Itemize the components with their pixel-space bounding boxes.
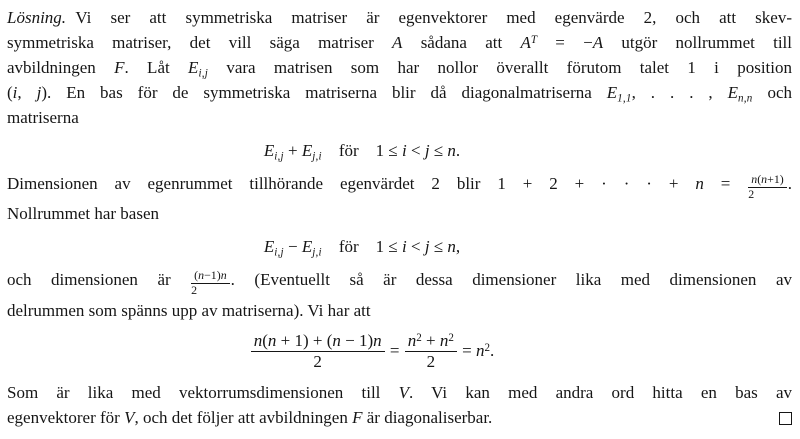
- text-run: och: [752, 83, 792, 102]
- text-run: (: [7, 83, 13, 102]
- math-var: i: [12, 83, 18, 102]
- text-run: . Vi kan med andra ord hitta en bas av: [409, 382, 793, 402]
- solution-paragraph-line: [7, 380, 792, 405]
- text-run: vara matrisen som har nollor överallt förutom talet 1 i position: [208, 58, 793, 77]
- text-run: . Låt: [124, 58, 189, 77]
- text-run: ≤: [429, 237, 448, 257]
- text-run: =: [457, 340, 476, 360]
- text-run: + 1) + (: [276, 330, 333, 350]
- text-run: och dimensionen är: [7, 270, 191, 290]
- text-run: Nollrummet har basen: [7, 204, 160, 224]
- math-superscript: 2: [416, 331, 422, 344]
- text-run: .: [455, 141, 461, 160]
- math-var: n: [373, 330, 382, 350]
- math-fraction: [748, 173, 787, 201]
- text-run: =: [703, 174, 748, 193]
- solution-paragraph-line: [7, 30, 792, 55]
- math-var: j: [424, 237, 430, 257]
- math-var: F: [352, 407, 363, 427]
- text-run: 2: [313, 351, 322, 371]
- math-var: A: [392, 33, 403, 52]
- text-run: egenvektorer för: [7, 407, 125, 427]
- math-var: j: [36, 83, 42, 102]
- text-run: .: [490, 340, 495, 360]
- text-run: ,: [17, 83, 37, 102]
- solution-paragraph-line: [7, 105, 792, 130]
- text-run: ). En bas för de symmetriska matriserna blir då diagonalmatriserna: [41, 83, 607, 102]
- text-run: = −: [537, 33, 593, 52]
- solution-closing-line: [7, 405, 792, 430]
- text-run: , . . . ,: [631, 83, 728, 102]
- text-run: −1): [204, 268, 221, 283]
- math-var: F: [114, 58, 125, 77]
- math-superscript: 2: [448, 331, 454, 344]
- text-run: 1 ≤: [375, 141, 403, 160]
- text-run: 2: [748, 186, 755, 201]
- text-run: 1 ≤: [375, 237, 403, 257]
- text-run: Som är lika med vektorrumsdimensionen till: [7, 382, 399, 402]
- math-var: E: [188, 58, 199, 77]
- math-var: E: [263, 141, 275, 160]
- text-run: ,: [455, 237, 461, 257]
- text-run: , och det följer att avbildningen: [134, 407, 353, 427]
- math-var: n: [761, 172, 768, 187]
- math-var: E: [606, 83, 618, 102]
- math-var: n: [407, 330, 417, 350]
- text-run: (: [757, 172, 762, 187]
- math-var: A: [520, 33, 531, 52]
- text-run: (: [194, 268, 199, 283]
- text-run: för: [338, 141, 359, 160]
- text-run: 2: [191, 283, 198, 298]
- math-superscript: 2: [484, 341, 491, 354]
- math-var: E: [301, 141, 313, 160]
- math-var: V: [398, 382, 409, 402]
- math-subscript: j,i: [312, 150, 322, 163]
- math-var: n: [439, 330, 449, 350]
- math-var: n: [253, 330, 263, 350]
- text-run: <: [406, 237, 425, 257]
- math-var: n: [198, 268, 205, 283]
- display-equation-basis-nullspace: [7, 234, 717, 259]
- solution-paragraph-line: [7, 55, 792, 80]
- qed-box: [779, 412, 792, 425]
- text-run: ≤: [429, 141, 448, 160]
- math-var: E: [263, 237, 275, 257]
- solution-paragraph-line: [7, 267, 792, 297]
- math-var: n: [695, 174, 704, 193]
- math-subscript: i,j: [274, 246, 284, 259]
- text-run: =: [385, 340, 404, 360]
- solution-paragraph-line: [7, 5, 792, 30]
- text-run: <: [406, 141, 425, 160]
- text-run: +: [283, 141, 302, 160]
- math-var: V: [124, 407, 135, 427]
- math-var: n: [751, 172, 758, 187]
- text-run: +: [421, 330, 440, 350]
- closing-line-text: [7, 408, 492, 427]
- solution-paragraph-line: [7, 201, 792, 226]
- text-run: symmetriska matriser, det vill säga matriser: [7, 33, 393, 52]
- math-var: n: [267, 330, 277, 350]
- text-run: för: [338, 237, 359, 257]
- text-run: är diagonaliserbar.: [362, 407, 493, 427]
- text-run: Dimensionen av egenrummet tillhörande egenvärdet 2 blir 1 + 2 + · · · +: [7, 174, 696, 193]
- math-fraction: [405, 332, 457, 371]
- math-var: n: [475, 340, 485, 360]
- math-var: n: [447, 237, 456, 257]
- text-run: . (Eventuellt så är dessa dimensioner lika med dimensionen av: [230, 270, 792, 290]
- text-run: 2: [426, 351, 436, 371]
- text-run: − 1): [340, 330, 374, 350]
- math-superscript: T: [530, 34, 538, 47]
- solution-paragraph-line: [7, 80, 792, 105]
- display-equation-dimension-sum: [7, 332, 737, 371]
- math-var: Lösning.: [7, 8, 67, 27]
- text-run: .: [787, 174, 792, 193]
- math-var: j: [424, 141, 430, 160]
- solution-paragraph-line: [7, 171, 792, 201]
- math-var: A: [592, 33, 604, 52]
- text-run: delrummen som spänns upp av matriserna). Vi har att: [7, 300, 371, 320]
- text-run: utgör nollrummet till: [603, 33, 792, 52]
- math-subscript: i,j: [198, 67, 209, 80]
- math-subscript: 1,1: [617, 92, 632, 105]
- math-subscript: n,n: [738, 92, 753, 105]
- math-var: n: [447, 141, 456, 160]
- display-equation-basis-symmetric: [7, 138, 717, 163]
- math-var: i: [402, 141, 407, 160]
- text-run: matriserna: [7, 108, 79, 127]
- text-run: −: [283, 237, 302, 257]
- text-run: +1): [767, 172, 784, 187]
- solution-paragraph-line: [7, 298, 792, 323]
- math-fraction: [191, 269, 230, 297]
- math-var: n: [332, 330, 341, 350]
- math-var: E: [727, 83, 739, 102]
- math-var: n: [220, 268, 227, 283]
- text-run: Vi ser att symmetriska matriser är egenvektorer med egenvärde 2, och att skev-: [75, 8, 792, 27]
- text-run: sådana att: [402, 33, 521, 52]
- text-run: avbildningen: [7, 58, 115, 77]
- text-run: (: [262, 330, 268, 350]
- math-var: i: [402, 237, 407, 257]
- math-subscript: i,j: [274, 150, 284, 163]
- math-fraction: [251, 332, 385, 371]
- math-var: E: [301, 237, 313, 257]
- math-subscript: j,i: [312, 246, 322, 259]
